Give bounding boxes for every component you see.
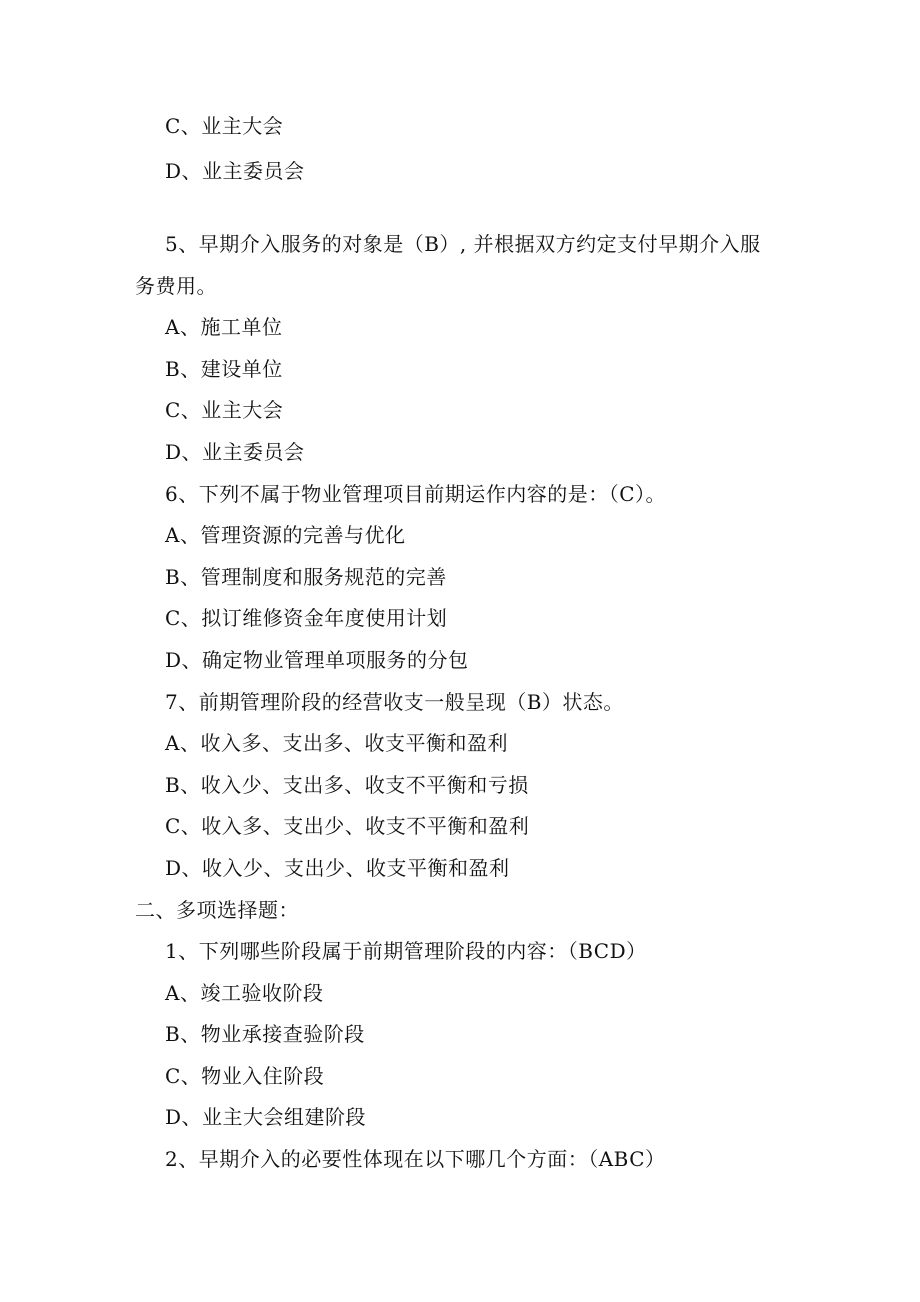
option-line: D、确定物业管理单项服务的分包 xyxy=(165,648,469,672)
option-line: C、业主大会 xyxy=(165,114,284,138)
question-line: 2、早期介入的必要性体现在以下哪几个方面：（ABC） xyxy=(165,1147,666,1171)
option-line: C、业主大会 xyxy=(165,398,284,422)
question-continuation: 务费用。 xyxy=(135,274,217,298)
option-line: A、管理资源的完善与优化 xyxy=(165,523,406,547)
option-line: D、业主委员会 xyxy=(165,440,305,464)
option-line: C、收入多、支出少、收支不平衡和盈利 xyxy=(165,814,530,838)
option-line: A、竣工验收阶段 xyxy=(165,981,324,1005)
question-line: 5、早期介入服务的对象是（B）, 并根据双方约定支付早期介入服 xyxy=(165,232,761,256)
option-line: B、建设单位 xyxy=(165,357,283,381)
option-line: C、拟订维修资金年度使用计划 xyxy=(165,606,448,630)
question-line: 1、下列哪些阶段属于前期管理阶段的内容：（BCD） xyxy=(165,939,647,963)
option-line: C、物业入住阶段 xyxy=(165,1064,325,1088)
option-line: D、业主大会组建阶段 xyxy=(165,1105,367,1129)
option-line: B、物业承接查验阶段 xyxy=(165,1022,365,1046)
option-line: B、收入少、支出多、收支不平衡和亏损 xyxy=(165,773,529,797)
section-heading: 二、多项选择题： xyxy=(135,898,299,922)
question-line: 7、前期管理阶段的经营收支一般呈现（B）状态。 xyxy=(165,690,624,714)
option-line: B、管理制度和服务规范的完善 xyxy=(165,565,447,589)
option-line: A、收入多、支出多、收支平衡和盈利 xyxy=(165,731,508,755)
option-line: D、收入少、支出少、收支平衡和盈利 xyxy=(165,856,510,880)
option-line: A、施工单位 xyxy=(165,315,283,339)
question-line: 6、下列不属于物业管理项目前期运作内容的是：（C）。 xyxy=(165,482,667,506)
option-line: D、业主委员会 xyxy=(165,159,305,183)
